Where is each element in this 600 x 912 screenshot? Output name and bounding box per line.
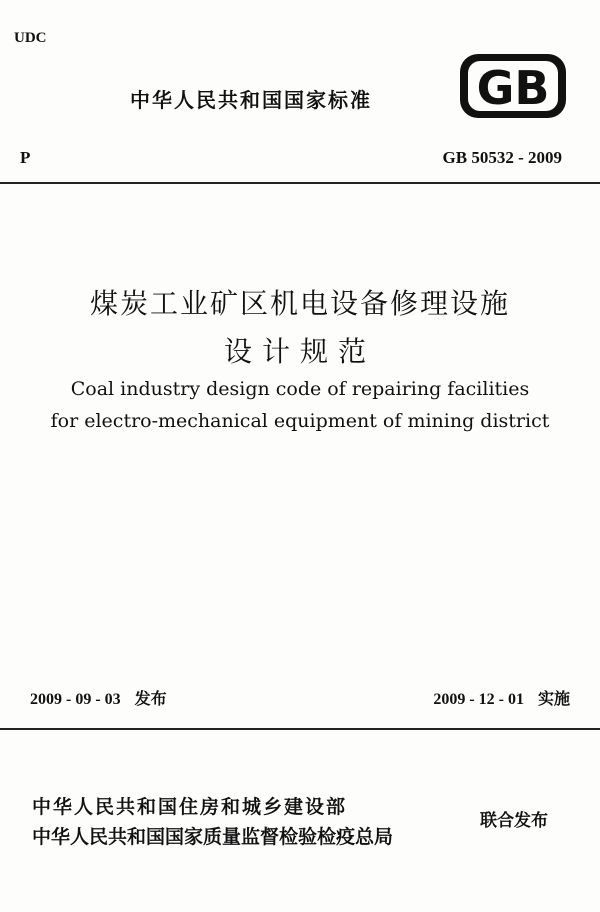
standard-number: GB 50532 - 2009 [442,148,562,167]
issue-date-block [30,686,167,709]
implement-date-block [433,686,570,709]
national-standard-heading: 中华人民共和国国家标准 [130,88,372,112]
chinese-title-line1: 煤炭工业矿区机电设备修理设施 [89,287,510,320]
svg-text:GB: GB [476,61,550,115]
gb-logo-icon [458,52,568,120]
implement-date: 2009 - 12 - 01 [433,691,524,708]
issue-date: 2009 - 09 - 03 [30,691,121,708]
publisher-line2: 中华人民共和国国家质量监督检验检疫总局 [32,826,394,848]
header-divider [0,182,600,184]
implement-label: 实施 [537,689,570,708]
english-title-line1: Coal industry design code of repairing facilities [70,378,530,400]
chinese-title-line2: 设计规范 [223,335,376,368]
joint-release-label: 联合发布 [480,811,548,831]
publisher-line1: 中华人民共和国住房和城乡建设部 [32,796,348,818]
category-code: P [20,148,31,167]
udc-label: UDC [14,30,47,46]
footer-divider [0,728,600,730]
issue-label: 发布 [134,689,167,708]
english-title-line2: for electro-mechanical equipment of mining district [50,410,550,432]
